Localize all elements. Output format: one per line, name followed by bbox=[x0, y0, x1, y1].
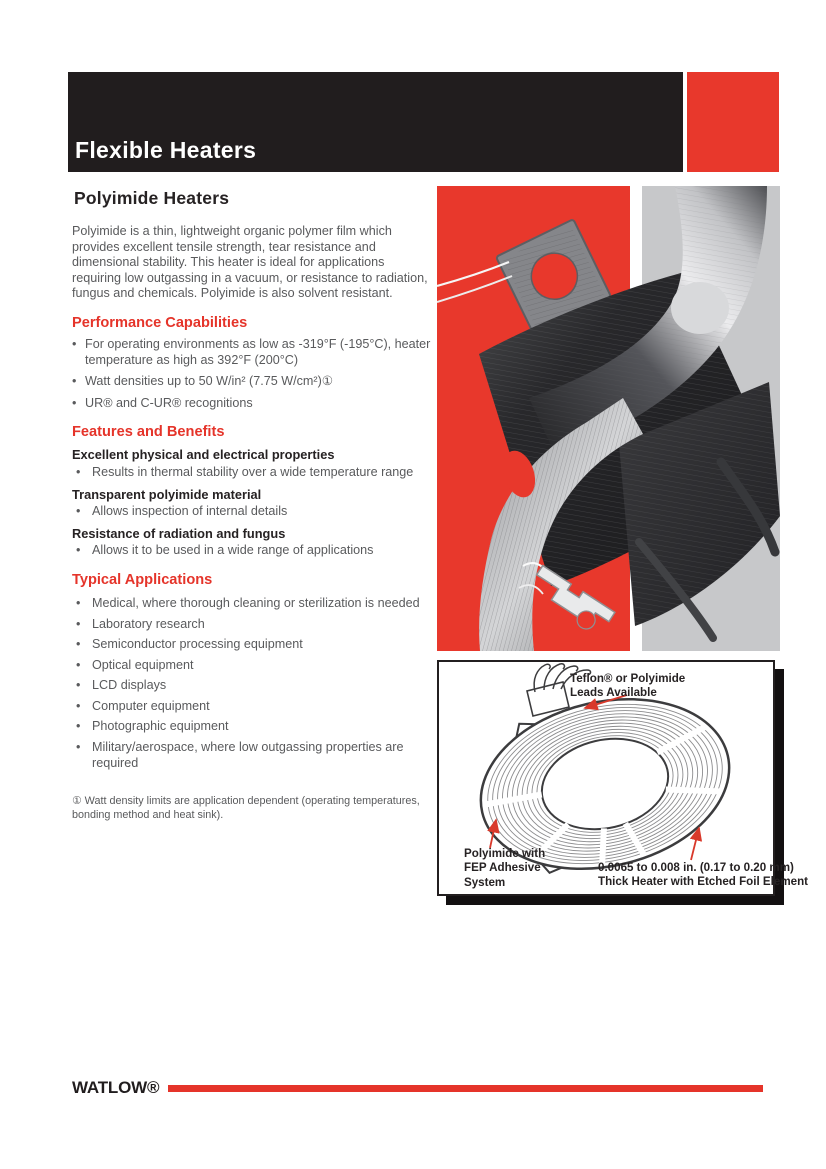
list-item: • Optical equipment bbox=[72, 658, 432, 674]
feature-group bbox=[72, 447, 432, 480]
diagram-label-line: Polyimide with bbox=[464, 847, 546, 860]
footer-red-rule bbox=[168, 1085, 763, 1092]
list-item: • LCD displays bbox=[72, 678, 432, 694]
list-item: • Medical, where thorough cleaning or sterilization is needed bbox=[72, 596, 432, 612]
list-item: • UR® and C-UR® recognitions bbox=[72, 396, 432, 412]
section-heading-applications: Typical Applications bbox=[72, 571, 213, 588]
diagram-label-line: 0.0065 to 0.008 in. (0.17 to 0.20 mm) bbox=[598, 861, 794, 874]
list-item: • Laboratory research bbox=[72, 617, 432, 633]
list-item: • For operating environments as low as -319°F (-195°C), heater temperature as high as 392°F (200°C) bbox=[72, 337, 432, 368]
applications-list bbox=[72, 596, 432, 771]
diagram-label-line: Teflon® or Polyimide bbox=[570, 672, 686, 685]
list-item: • Military/aerospace, where low outgassing properties are required bbox=[72, 740, 432, 771]
list-item: • Photographic equipment bbox=[72, 719, 432, 735]
header-red-square bbox=[687, 72, 779, 172]
content-column bbox=[72, 188, 432, 833]
feature-group bbox=[72, 526, 432, 559]
diagram-label-line: Leads Available bbox=[570, 686, 657, 700]
feature-title: Excellent physical and electrical properties bbox=[72, 447, 335, 463]
diagram-label-adhesive bbox=[464, 847, 545, 890]
list-item: • Allows inspection of internal details bbox=[72, 504, 432, 520]
product-photo bbox=[437, 186, 780, 651]
list-item: • Allows it to be used in a wide range of applications bbox=[72, 543, 432, 559]
feature-group bbox=[72, 487, 432, 520]
footnote: ① Watt density limits are application dependent (operating temperatures, bonding method and heat sink). bbox=[72, 795, 420, 821]
list-item: • Semiconductor processing equipment bbox=[72, 637, 432, 653]
intro-paragraph: Polyimide is a thin, lightweight organic polymer film which provides excellent tensile strength, tear resistance and dimensional stability. This heater is ideal for applications requiring low outgassing in a vacuum, or resistance to radiation, fungus and chemicals. Polyimide is also solvent resistant. bbox=[72, 224, 428, 301]
diagram-box bbox=[437, 660, 809, 896]
diagram-label-line: FEP Adhesive bbox=[464, 861, 541, 875]
list-item: • Computer equipment bbox=[72, 699, 432, 715]
diagram-label-line: System bbox=[464, 875, 506, 889]
section-heading-features: Features and Benefits bbox=[72, 424, 225, 441]
section-heading-performance: Performance Capabilities bbox=[72, 314, 248, 331]
feature-title: Transparent polyimide material bbox=[72, 486, 262, 502]
watlow-logo: WATLOW® bbox=[72, 1078, 160, 1097]
diagram-label-thickness bbox=[598, 861, 808, 890]
list-item: • Watt densities up to 50 W/in² (7.75 W/cm²)① bbox=[72, 374, 432, 390]
product-photo-art bbox=[437, 186, 780, 651]
article-title: Polyimide Heaters bbox=[74, 188, 230, 208]
list-item: • Results in thermal stability over a wide temperature range bbox=[72, 465, 432, 481]
page-title: Flexible Heaters bbox=[75, 137, 257, 163]
header-black-bar bbox=[68, 72, 683, 172]
diagram-label-leads bbox=[570, 672, 685, 701]
feature-title: Resistance of radiation and fungus bbox=[72, 525, 286, 541]
diagram-label-line: Thick Heater with Etched Foil Element bbox=[598, 875, 809, 889]
performance-list bbox=[72, 337, 432, 411]
